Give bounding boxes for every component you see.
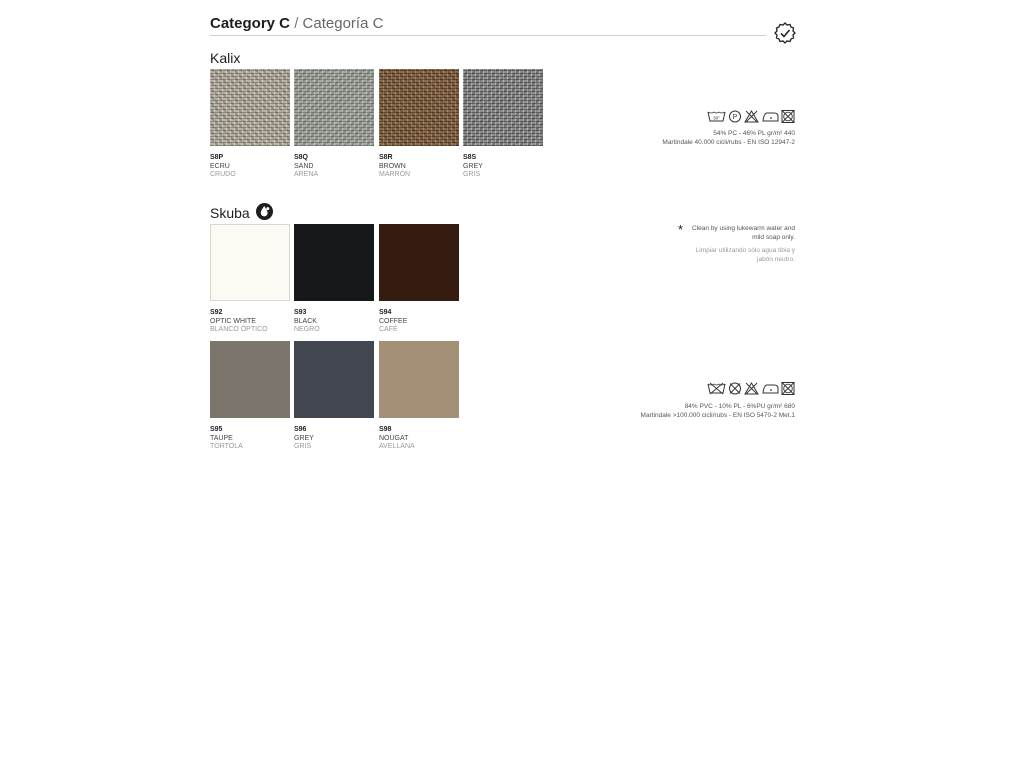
- note-es-line1: Limpiar utilizando sólo agua tibia y: [695, 247, 795, 254]
- swatch-code: S8R: [379, 154, 393, 161]
- swatch-code: S8Q: [294, 154, 309, 161]
- swatch-label-s96: [294, 426, 374, 452]
- swatch-name-en: ECRU: [210, 162, 230, 170]
- swatch-code: S96: [294, 426, 307, 433]
- svg-text:P: P: [732, 114, 738, 121]
- swatch-name-es: GRIS: [294, 443, 312, 450]
- kalix-martindale: Martindale 40.000 cicli/rubs - EN ISO 12947-2: [662, 138, 795, 146]
- swatch-name-es: ARENA: [294, 171, 319, 178]
- kalix-composition: 54% PC - 46% PL gr/m² 440: [713, 130, 795, 137]
- swatch-label-s95: [210, 426, 290, 452]
- swatch-name-es: TÓRTOLA: [210, 443, 243, 450]
- swatch-code: S93: [294, 309, 307, 316]
- kalix-heading: Kalix: [210, 50, 241, 66]
- swatch-label-s92: [210, 309, 290, 335]
- note-en-line2: mild soap only.: [752, 233, 795, 241]
- swatch-name-en: BLACK: [294, 317, 317, 325]
- iron-low-icon: [761, 110, 779, 123]
- swatch-s98[interactable]: [379, 341, 459, 418]
- swatch-s95[interactable]: [210, 341, 290, 418]
- kalix-spec: [662, 130, 795, 147]
- page-title: [210, 15, 383, 32]
- swatch-code: S98: [379, 426, 392, 433]
- swatch-name-en: NOUGAT: [379, 434, 409, 442]
- swatch-name-en: OPTIC WHITE: [210, 317, 256, 325]
- swatch-s8p[interactable]: [210, 69, 290, 146]
- swatch-name-en: GREY: [463, 162, 483, 170]
- swatch-name-es: BLANCO ÓPTICO: [210, 326, 268, 333]
- skuba-spec: [641, 403, 795, 420]
- swatch-s8q[interactable]: [294, 69, 374, 146]
- skuba-heading: Skuba: [210, 205, 250, 221]
- swatch-s8s[interactable]: [463, 69, 543, 146]
- dry-clean-p-icon: [728, 110, 742, 123]
- swatch-name-en: BROWN: [379, 162, 406, 170]
- swatch-name-es: NEGRO: [294, 326, 320, 333]
- skuba-composition: 84% PVC - 10% PL - 6%PU gr/m² 680: [684, 403, 795, 410]
- skuba-martindale: Martindale >100.000 cicli/rubs - EN ISO 5470-2 Met.1: [640, 411, 795, 419]
- swatch-s93[interactable]: [294, 224, 374, 301]
- swatch-name-es: CAFÉ: [379, 326, 398, 333]
- swatch-s8r[interactable]: [379, 69, 459, 146]
- iron-low-icon: [761, 382, 779, 395]
- swatch-name-es: AVELLANA: [379, 443, 415, 450]
- title-separator: /: [294, 15, 299, 32]
- title-en: Category C: [210, 15, 291, 32]
- header-divider: [210, 35, 766, 36]
- swatch-code: S8S: [463, 154, 477, 161]
- swatch-label-s8q: [294, 154, 374, 180]
- no-wash-icon: [707, 382, 726, 395]
- wash-30-icon: [707, 110, 726, 123]
- kalix-care-icons: [707, 110, 795, 123]
- title-es: Categoría C: [302, 15, 384, 32]
- swatch-name-en: COFFEE: [379, 317, 408, 325]
- skuba-care-icons: [707, 382, 795, 395]
- swatch-code: S92: [210, 309, 223, 316]
- swatch-code: S94: [379, 309, 392, 316]
- no-bleach-icon: [744, 110, 759, 123]
- swatch-label-s8s: [463, 154, 543, 180]
- no-tumble-dry-icon: [781, 382, 795, 395]
- swatch-name-en: TAUPE: [210, 434, 233, 442]
- no-dry-clean-icon: [728, 382, 742, 395]
- swatch-name-en: SAND: [294, 162, 314, 170]
- swatch-label-s8r: [379, 154, 459, 180]
- swatch-label-s8p: [210, 154, 290, 180]
- certified-badge-icon: [774, 22, 796, 44]
- swatch-label-s94: [379, 309, 459, 335]
- swatch-label-s93: [294, 309, 374, 335]
- swatch-code: S8P: [210, 154, 224, 161]
- swatch-name-es: CRUDO: [210, 171, 236, 178]
- no-tumble-dry-icon: [781, 110, 795, 123]
- svg-text:30°: 30°: [713, 115, 720, 121]
- no-bleach-icon: [744, 382, 759, 395]
- swatch-name-es: GRIS: [463, 171, 481, 178]
- swatch-s96[interactable]: [294, 341, 374, 418]
- water-drop-icon: [256, 203, 273, 220]
- note-es-line2: jabón neutro.: [757, 255, 795, 263]
- skuba-cleaning-note: [692, 225, 795, 264]
- note-asterisk: *: [678, 222, 684, 237]
- swatch-s94[interactable]: [379, 224, 459, 301]
- swatch-code: S95: [210, 426, 223, 433]
- swatch-name-es: MARRÓN: [379, 171, 411, 178]
- swatch-s92[interactable]: [210, 224, 290, 301]
- note-en-line1: Clean by using lukewarm water and: [692, 225, 795, 232]
- swatch-label-s98: [379, 426, 459, 452]
- swatch-name-en: GREY: [294, 434, 314, 442]
